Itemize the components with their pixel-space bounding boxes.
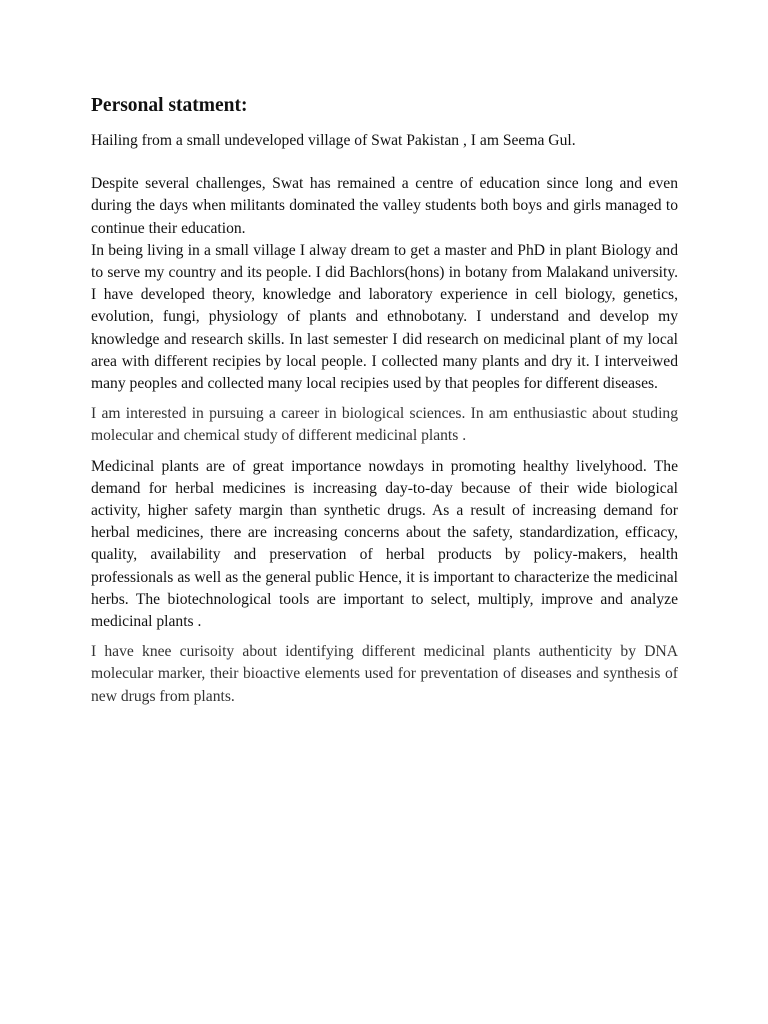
document-page xyxy=(91,94,678,708)
paragraph-background: In being living in a small village I alway dream to get a master and PhD in plant Biology and to serve my country and its people. I did Bachlors(hons) in botany from Malakand university. I have developed theory, knowledge and laboratory experience in cell biology, genetics, evolution, fungi, physiology of plants and ethnobotany. I understand and develop my knowledge and research skills. In last semester I did research on medicinal plant of my local area with different recipies by local people. I collected many plants and dry it. I interveiwed many peoples and collected many local recipies used by that peoples for different diseases. xyxy=(91,241,678,393)
paragraph-medicinal-plants: Medicinal plants are of great importance nowdays in promoting healthy livelyhood. The demand for herbal medicines is increasing day-to-day because of their wide biological activity, higher safety margin than synthetic drugs. As a result of increasing demand for herbal medicines, there are increasing concerns about the safety, standardization, efficacy, quality, availability and preservation of herbal products by policy-makers, health professionals as well as the general public Hence, it is important to characterize the medicinal herbs. The biotechnological tools are important to select, multiply, improve and analyze medicinal plants . xyxy=(91,457,678,631)
paragraph-intro: Hailing from a small undeveloped village of Swat Pakistan , I am Seema Gul. xyxy=(91,132,576,149)
page-title: Personal statment: xyxy=(91,95,248,116)
paragraph-interest: I am interested in pursuing a career in biological sciences. In am enthusiastic about studing molecular and chemical study of different medicinal plants . xyxy=(91,405,678,445)
paragraph-curiosity: I have knee curisoity about identifying different medicinal plants authenticity by DNA molecular marker, their bioactive elements used for preventation of diseases and synthesis of new drugs from plants. xyxy=(91,643,678,705)
paragraph-swat-education: Despite several challenges, Swat has remained a centre of education since long and even during the days when militants dominated the valley students both boys and girls managed to continue their education. xyxy=(91,175,678,237)
